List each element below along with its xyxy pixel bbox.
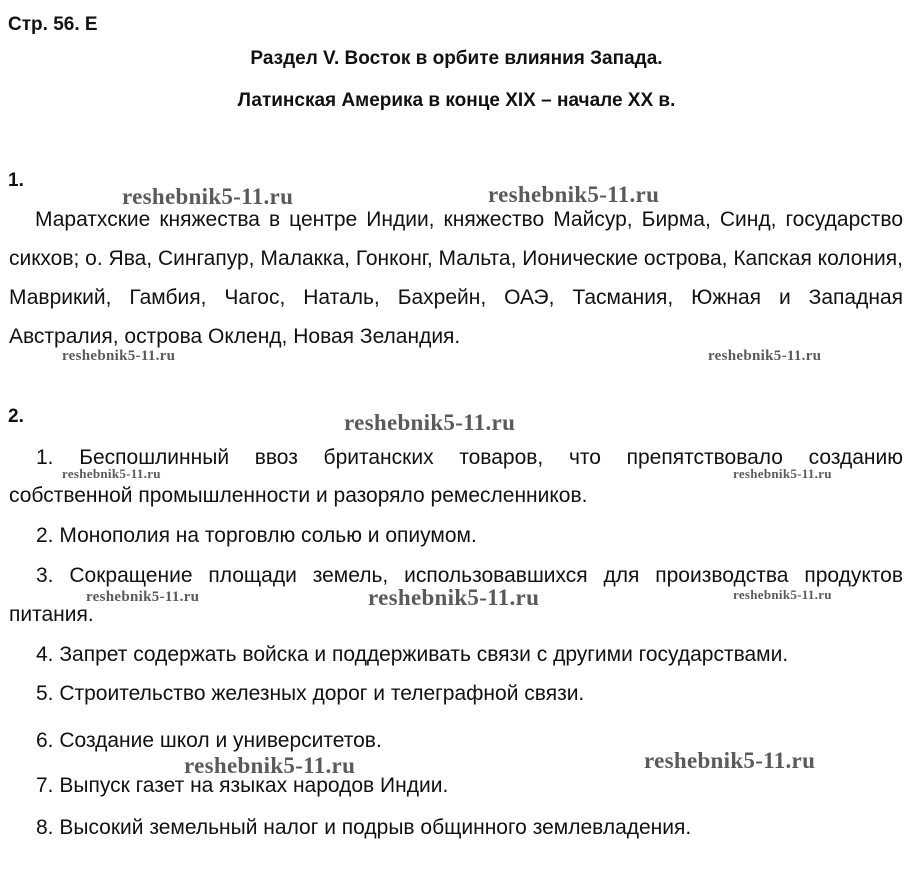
task-2-item-3-line-2: питания. xyxy=(9,603,94,626)
task-2-item-8: 8. Высокий земельный налог и подрыв общинного землевладения. xyxy=(36,816,692,839)
section-subtitle: Латинская Америка в конце XIX – начале XX в. xyxy=(237,90,676,111)
watermark: reshebnik5-11.ru xyxy=(86,589,200,605)
watermark: reshebnik5-11.ru xyxy=(62,466,161,481)
task-1-answer: Маратхские княжества в центре Индии, княжество Майсур, Бирма, Синд, государство сикхов; о. Ява, Сингапур, Малакка, Гонконг, Мальта, Ионические острова, Капская колония, Маврикий, Гамбия, Чагос, Наталь, Бахрейн, ОАЭ, Тасмания, Южная и Западная Австралия, острова Окленд, Новая Зеландия. xyxy=(9,208,903,348)
watermark: reshebnik5-11.ru xyxy=(644,748,816,773)
task-2-item-4: 4. Запрет содержать войска и поддерживать связи с другими государствами. xyxy=(36,643,789,666)
watermark: reshebnik5-11.ru xyxy=(122,184,294,209)
task-2-item-6: 6. Создание школ и университетов. xyxy=(36,729,382,752)
page-label: Стр. 56. Е xyxy=(8,14,98,35)
task-2-item-5: 5. Строительство железных дорог и телеграфной связи. xyxy=(36,682,585,705)
task-2-item-1-line-1: 1. Беспошлинный ввоз британских товаров, что препятствовало созданию xyxy=(36,446,903,469)
watermark: reshebnik5-11.ru xyxy=(344,410,516,435)
task-2-item-7: 7. Выпуск газет на языках народов Индии. xyxy=(36,774,449,797)
task-1-number: 1. xyxy=(8,170,24,191)
task-2-item-1-line-2: собственной промышленности и разоряло ремесленников. xyxy=(9,484,588,507)
watermark: reshebnik5-11.ru xyxy=(368,585,540,610)
task-2-item-2: 2. Монополия на торговлю солью и опиумом. xyxy=(36,524,477,547)
watermark: reshebnik5-11.ru xyxy=(62,348,176,364)
watermark: reshebnik5-11.ru xyxy=(733,587,832,602)
watermark: reshebnik5-11.ru xyxy=(184,753,356,778)
watermark: reshebnik5-11.ru xyxy=(733,466,832,481)
section-title: Раздел V. Восток в орбите влияния Запада. xyxy=(250,48,663,69)
watermark: reshebnik5-11.ru xyxy=(708,348,822,364)
task-2-item-3-line-1: 3. Сокращение площади земель, использовавшихся для производства продуктов xyxy=(36,564,903,587)
watermark: reshebnik5-11.ru xyxy=(488,182,660,207)
task-2-number: 2. xyxy=(8,406,24,427)
